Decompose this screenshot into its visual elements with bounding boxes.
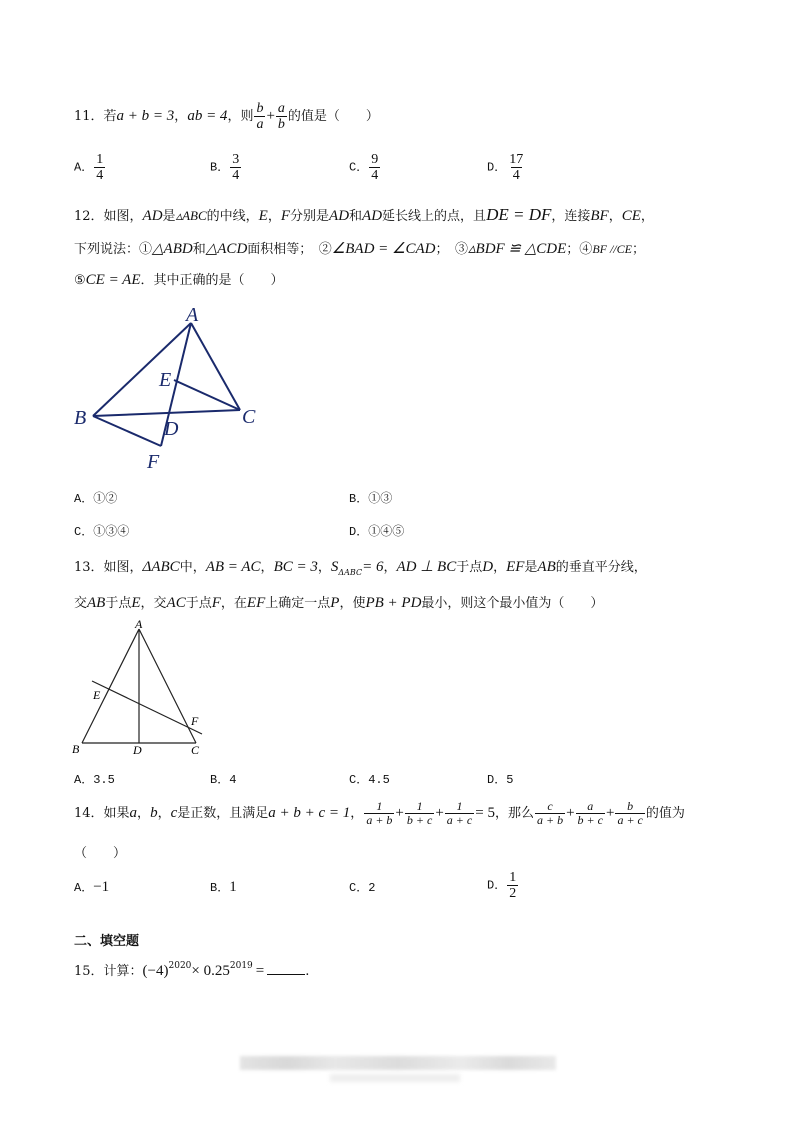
- q12-label-a: A: [186, 304, 199, 326]
- q11-cond2: ab = 4: [187, 108, 228, 124]
- q14-frac-6: $\frac{b}{a + c}$: [617, 799, 643, 827]
- q11-option-a[interactable]: A． $\frac{1}{4}$: [74, 152, 104, 183]
- q12-seg-ac: [191, 323, 240, 410]
- q11-cond1: a + b = 3: [116, 108, 175, 124]
- q11-stem: 11．若a + b = 3，ab = 4，则 $\frac{b}{a}$ + $\frac{a}{b}$ 的值是（ ）: [74, 101, 379, 132]
- q12-seg-ab: [93, 323, 191, 416]
- q14-frac-2: $\frac{1}{b + c}$: [406, 799, 433, 827]
- q12-option-d[interactable]: D．①④⑤: [349, 525, 405, 539]
- q12-seg-bf: [93, 416, 161, 446]
- q12-label-c: C: [242, 406, 256, 428]
- q14-option-d[interactable]: D． $\frac{1}{2}$: [487, 870, 517, 901]
- q11-frac-b-over-a: $\frac{b}{a}$: [256, 101, 264, 132]
- q12-label-e: E: [159, 369, 172, 391]
- footer-watermark: [240, 1056, 556, 1070]
- q11-option-b[interactable]: B． $\frac{3}{4}$: [210, 152, 240, 183]
- q12-option-c[interactable]: C．①③④: [74, 525, 130, 539]
- footer-watermark-sub: [330, 1074, 460, 1082]
- q12-label-d: D: [164, 418, 179, 440]
- q13-option-c[interactable]: C．4.5: [349, 773, 390, 787]
- q13-seg-ac: [139, 629, 196, 743]
- q14-option-a[interactable]: A．−1: [74, 879, 110, 895]
- q13-line1: 13．如图，ΔABC中，AB = AC，BC = 3，$S_{\Delta ABC}= 6$，AD ⊥ BC于点D，EF是AB的垂直平分线，: [74, 559, 647, 577]
- q13-label-f: F: [191, 714, 199, 728]
- q14-line1: 14．如果a，b，c是正数，且满足a + b + c = 1， $\frac{1}{a + b}$ + $\frac{1}{b + c}$ + $\frac{1}{a + c}$ = 5，那么 $\frac{c}{a + b}$ + $\frac{a}{b + c}$ + $\frac{b}{a + c}$ 的值为: [74, 799, 685, 827]
- section-title: 二、填空题: [74, 934, 140, 949]
- q12-option-b[interactable]: B．①③: [349, 492, 393, 506]
- q11-tail: 的值是（ ）: [287, 109, 379, 124]
- q11-option-d[interactable]: D． $\frac{17}{4}$: [487, 152, 524, 183]
- q14-frac-1: $\frac{1}{a + b}$: [366, 799, 393, 827]
- q13-label-b: B: [72, 742, 80, 756]
- q12-label-b: B: [74, 407, 87, 429]
- q12-line2: 下列说法：①△ABD和△ACD面积相等； ②∠BAD = ∠CAD； ③▵BDF ≌ △CDE；④BF //CE；: [74, 241, 645, 257]
- q13-seg-ef: [92, 681, 202, 734]
- q13-option-a[interactable]: A．3.5: [74, 773, 115, 787]
- q13-label-e: E: [93, 688, 101, 702]
- q11-number: 11．若: [74, 109, 117, 124]
- q15-answer-blank[interactable]: [267, 962, 305, 975]
- q13-label-d: D: [133, 743, 142, 757]
- q14-answer-paren: （ ）: [74, 846, 127, 861]
- q14-option-c[interactable]: C．2: [349, 881, 376, 895]
- q12-label-f: F: [147, 451, 160, 472]
- q13-seg-ab: [82, 629, 139, 743]
- q12-figure: [70, 300, 270, 472]
- q14-frac-4: $\frac{c}{a + b}$: [536, 799, 564, 827]
- q12-seg-ce: [174, 380, 240, 410]
- q15-stem: 15．计算：$(-4)^{2020}\times 0.25^{2019}$ = .: [74, 961, 310, 979]
- q13-option-d[interactable]: D．5: [487, 773, 514, 787]
- q13-label-c: C: [191, 743, 200, 757]
- q14-frac-5: $\frac{a}{b + c}$: [577, 799, 603, 827]
- q12-seg-bc: [93, 410, 240, 416]
- q12-option-a[interactable]: A．①②: [74, 492, 118, 506]
- q13-option-b[interactable]: B．4: [210, 773, 237, 787]
- q12-line1: 12．如图，AD是▵ABC的中线，E，F分别是AD和AD延长线上的点，且DE = DF，连接BF，CE，: [74, 205, 654, 224]
- q13-line2: 交AB于点E，交AC于点F，在EF上确定一点P，使PB + PD最小，则这个最小值为（ ）: [74, 595, 604, 611]
- q12-line3: ⑤CE = AE．其中正确的是（ ）: [74, 272, 284, 288]
- q11-frac-a-over-b: $\frac{a}{b}$: [277, 101, 285, 132]
- q13-figure: [70, 617, 220, 757]
- q14-frac-3: $\frac{1}{a + c}$: [446, 799, 473, 827]
- q13-label-a: A: [135, 617, 143, 631]
- q14-option-b[interactable]: B．1: [210, 879, 237, 895]
- q11-option-c[interactable]: C． $\frac{9}{4}$: [349, 152, 379, 183]
